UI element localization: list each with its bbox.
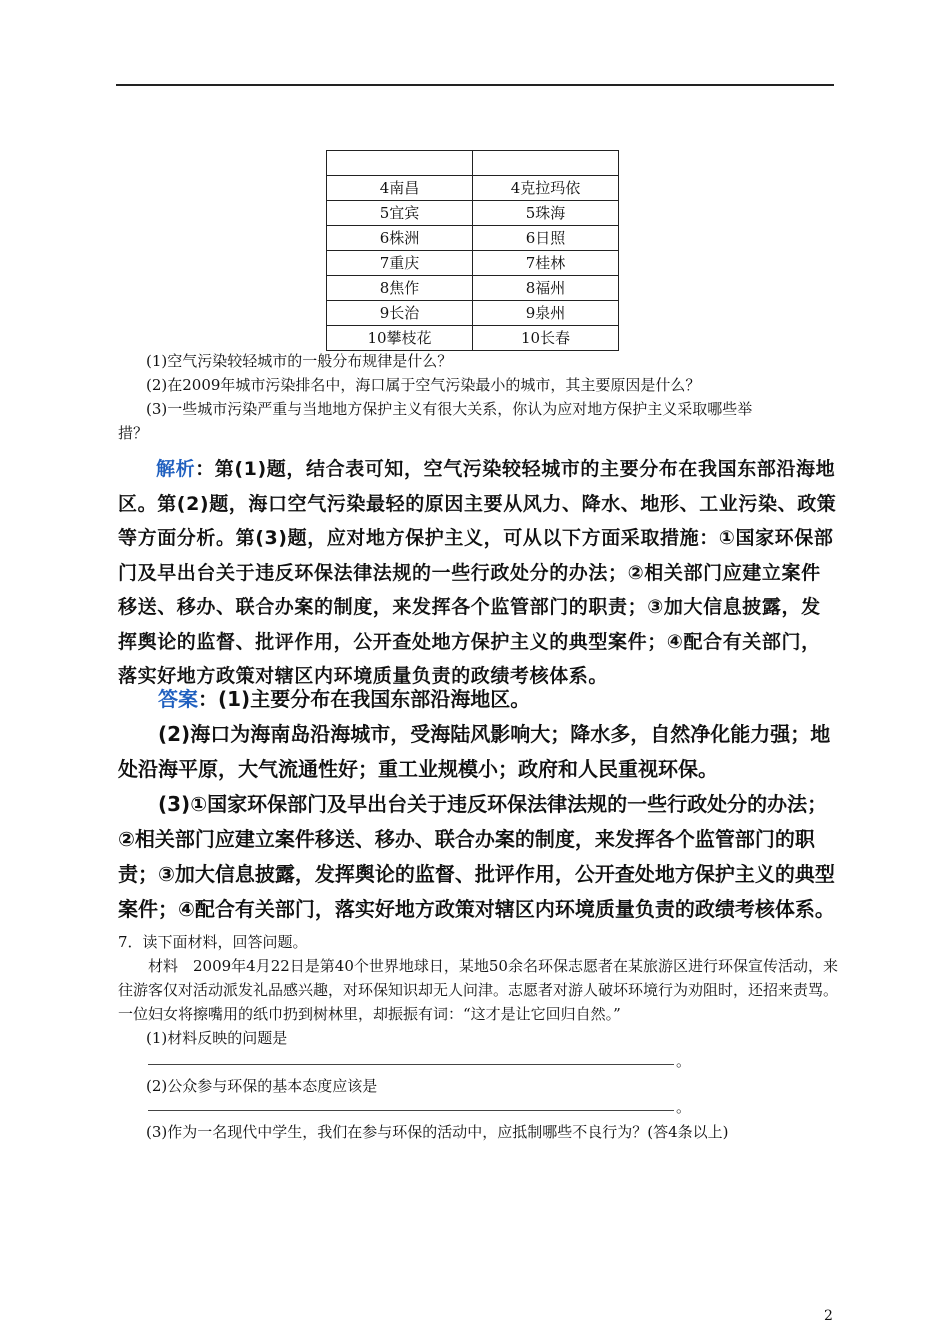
table-cell: 4南昌 — [327, 176, 473, 201]
problem-7-question-2: (2)公众参与环保的基本态度应该是 — [146, 1077, 378, 1095]
problem-7-title: 7．读下面材料，回答问题。 — [118, 933, 308, 951]
blank-period: 。 — [676, 1052, 692, 1070]
answer-blank-line — [148, 1110, 674, 1111]
table-cell: 7重庆 — [327, 251, 473, 276]
table-cell: 6株洲 — [327, 226, 473, 251]
problem-7 — [118, 930, 838, 1026]
table-row — [327, 201, 619, 226]
problem-7-question-1: (1)材料反映的问题是 — [146, 1029, 288, 1047]
table-row — [327, 326, 619, 351]
table-cell: 9长治 — [327, 301, 473, 326]
table-header-cell — [327, 151, 473, 176]
table-header-cell — [473, 151, 619, 176]
table-cell: 4克拉玛依 — [473, 176, 619, 201]
question-2: (2)在2009年城市污染排名中，海口属于空气污染最小的城市，其主要原因是什么？ — [146, 376, 701, 394]
analysis-label: 解析 — [156, 458, 196, 480]
problem-7-question-3: (3)作为一名现代中学生，我们在参与环保的活动中，应抵制哪些不良行为？(答4条以上) — [146, 1123, 729, 1141]
question-3-line-1: (3)一些城市污染严重与当地地方保护主义有很大关系，你认为应对地方保护主义采取哪些举 — [146, 400, 753, 418]
table-cell: 10攀枝花 — [327, 326, 473, 351]
table-cell: 5宜宾 — [327, 201, 473, 226]
table-cell: 10长春 — [473, 326, 619, 351]
header-rule — [116, 84, 834, 86]
table-row — [327, 251, 619, 276]
city-ranking-table — [326, 150, 619, 351]
table-cell: 5珠海 — [473, 201, 619, 226]
analysis-text: ：第(1)题，结合表可知，空气污染较轻城市的主要分布在我国东部沿海地区。第(2)题，海口空气污染最轻的原因主要从风力、降水、地形、工业污染、政策等方面分析。第(3)题，应对地方保护主义，可从以下方面采取措施：①国家环保部门及早出台关于违反环保法律法规的一些行政处分的办法；②相关部门应建立案件移送、移办、联合办案的制度，来发挥各个监管部门的职责；③加大信息披露，发挥舆论的监督、批评作用，公开查处地方保护主义的典型案件；④配合有关部门，落实好地方政策对辖区内环境质量负责的政绩考核体系。 — [118, 458, 837, 687]
table-header-row — [327, 151, 619, 176]
table-row — [327, 226, 619, 251]
answer-section — [118, 682, 840, 927]
table-cell: 8福州 — [473, 276, 619, 301]
answer-1: ：(1)主要分布在我国东部沿海地区。 — [198, 687, 531, 711]
table-cell: 8焦作 — [327, 276, 473, 301]
answer-2: (2)海口为海南岛沿海城市，受海陆风影响大；降水多，自然净化能力强；地处沿海平原，大气流通性好；重工业规模小；政府和人民重视环保。 — [118, 722, 831, 781]
answer-blank-line — [148, 1064, 674, 1065]
page-number: 2 — [824, 1308, 833, 1324]
problem-7-material: 材料 2009年4月22日是第40个世界地球日，某地50余名环保志愿者在某旅游区进行环保宣传活动，来往游客仅对活动派发礼品感兴趣，对环保知识却无人问津。志愿者对游人破坏环境行为劝阻时，还招来责骂。一位妇女将擦嘴用的纸巾扔到树林里，却振振有词：“这才是让它回归自然。” — [118, 957, 839, 1023]
blank-period: 。 — [676, 1098, 692, 1116]
question-3-line-2: 措？ — [118, 424, 149, 442]
analysis-section — [118, 452, 838, 694]
table-cell: 6日照 — [473, 226, 619, 251]
table-row — [327, 301, 619, 326]
table-row — [327, 176, 619, 201]
question-1: (1)空气污染较轻城市的一般分布规律是什么？ — [146, 352, 453, 370]
table-row — [327, 276, 619, 301]
answer-label: 答案 — [158, 687, 198, 711]
table-cell: 9泉州 — [473, 301, 619, 326]
answer-3: (3)①国家环保部门及早出台关于违反环保法律法规的一些行政处分的办法；②相关部门应建立案件移送、移办、联合办案的制度，来发挥各个监管部门的职责；③加大信息披露，发挥舆论的监督、批评作用，公开查处地方保护主义的典型案件；④配合有关部门，落实好地方政策对辖区内环境质量负责的政绩考核体系。 — [118, 792, 835, 921]
table-cell: 7桂林 — [473, 251, 619, 276]
